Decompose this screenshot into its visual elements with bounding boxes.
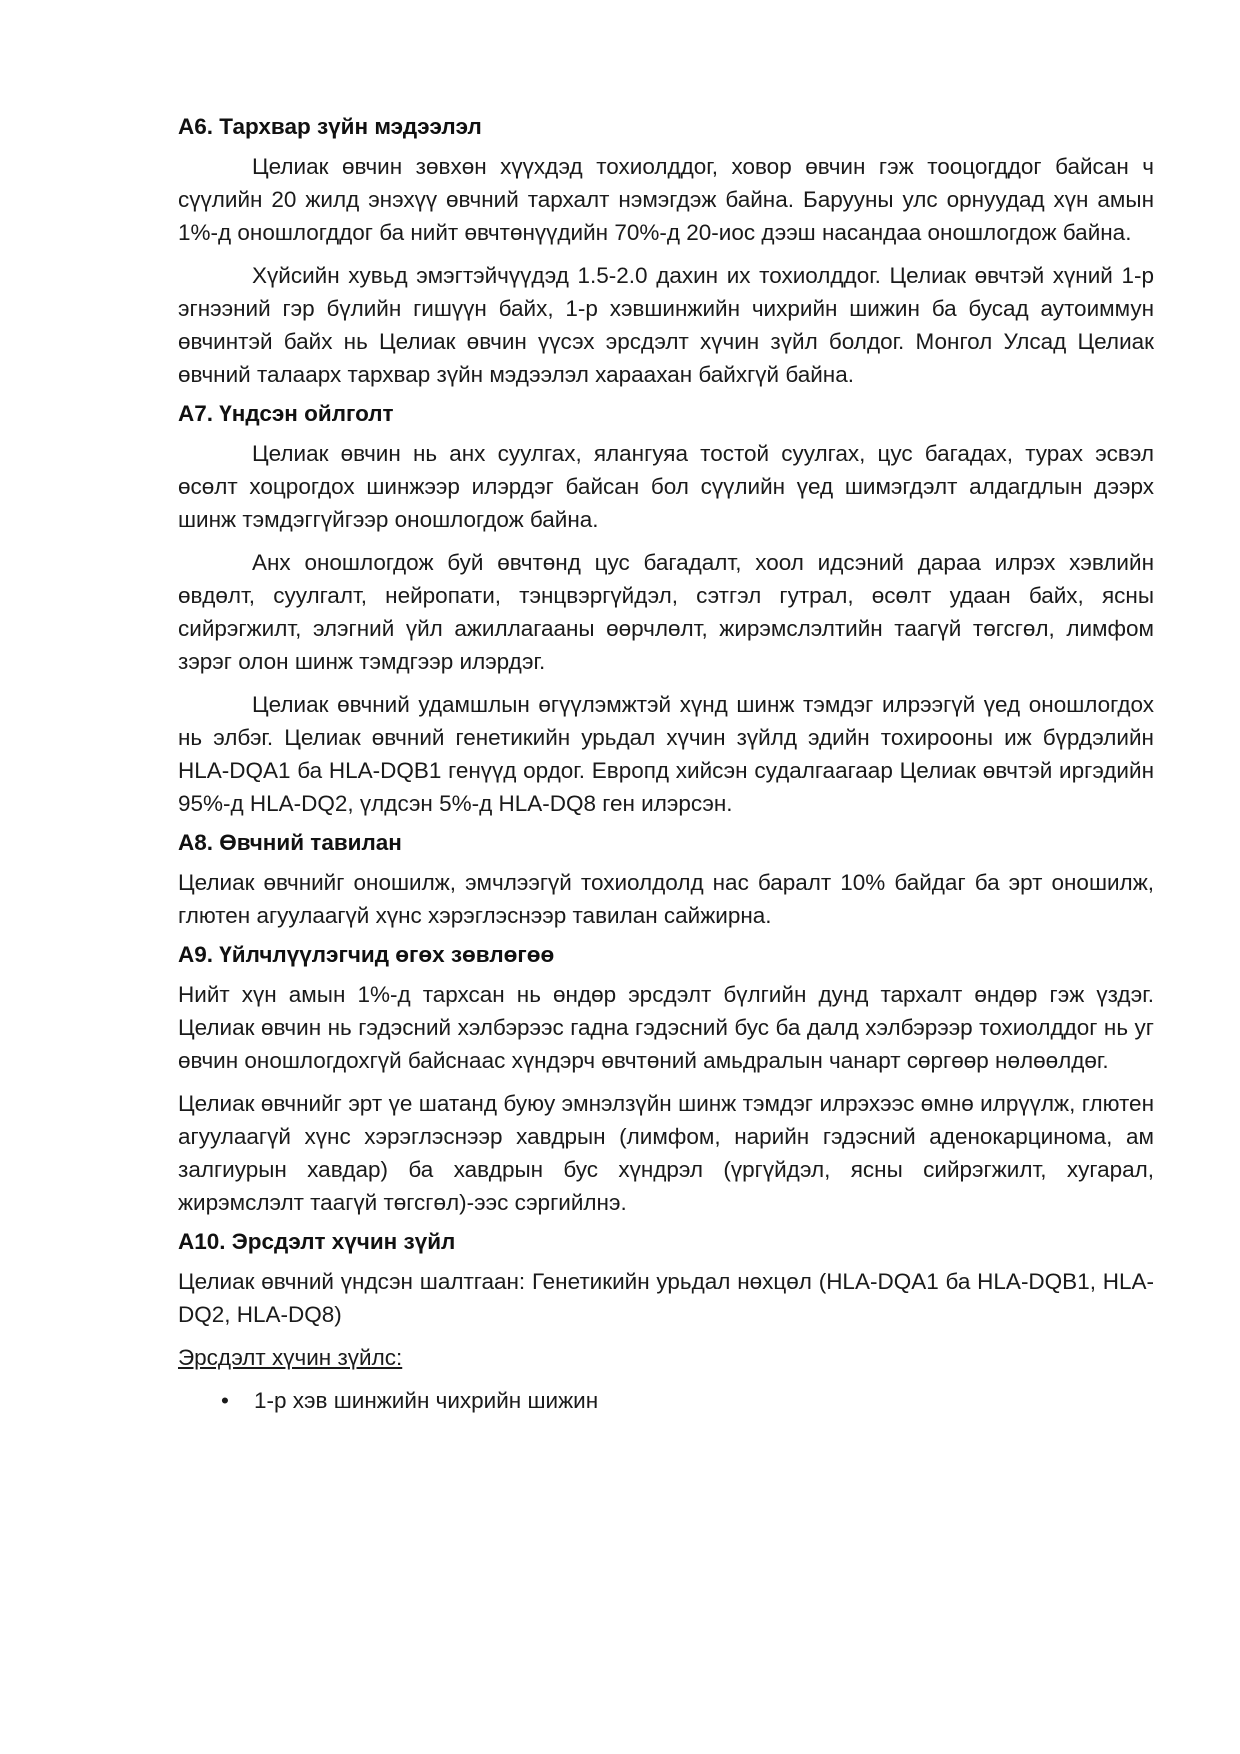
section-a10-heading: А10. Эрсдэлт хүчин зүйл [178,1229,456,1254]
section-a10-paragraph-1: Целиак өвчний үндсэн шалтгаан: Генетикийн урьдал нөхцөл (HLA-DQA1 ба HLA-DQB1, HLA-DQ2, HLA-DQ8) [178,1269,1154,1327]
section-a6-heading: А6. Тархвар зүйн мэдээлэл [178,114,482,139]
section-a8-paragraph-1: Целиак өвчнийг оношилж, эмчлээгүй тохиолдолд нас баралт 10% байдаг ба эрт оношилж, глютен агуулаагүй хүнс хэрэглэснээр тавилан сайжирна. [178,870,1154,928]
section-a6-paragraph-2: Хүйсийн хувьд эмэгтэйчүүдэд 1.5-2.0 дахин их тохиолддог. Целиак өвчтэй хүний 1-р эгнээний гэр бүлийн гишүүн байх, 1-р хэвшинжийн чихрийн шижин ба бусад аутоиммун өвчинтэй байх нь Целиак өвчин үүсэх эрсдэлт хүчин зүйл болдог. Монгол Улсад Целиак өвчний талаарх тархвар зүйн мэдээлэл хараахан байхгүй байна. [178,263,1154,387]
section-a9-paragraph-2: Целиак өвчнийг эрт үе шатанд буюу эмнэлзүйн шинж тэмдэг илрэхээс өмнө илрүүлж, глютен агуулаагүй хүнс хэрэглэснээр хавдрын (лимфом, нарийн гэдэсний аденокарцинома, ам залгиурын хавдар) ба хавдрын бус хүндрэл (үргүйдэл, ясны сийрэгжилт, хугарал, жирэмслэлт таагүй төгсгөл)-ээс сэргийлнэ. [178,1091,1154,1215]
section-a7-paragraph-2: Анх оношлогдож буй өвчтөнд цус багадалт, хоол идсэний дараа илрэх хэвлийн өвдөлт, суулгалт, нейропати, тэнцвэргүйдэл, сэтгэл гутрал, өсөлт удаан байх, ясны сийрэгжилт, элэгний үйл ажиллагааны өөрчлөлт, жирэмслэлтийн таагүй төгсгөл, лимфом зэрэг олон шинж тэмдгээр илэрдэг. [178,550,1154,674]
list-item [178,1384,1154,1417]
section-a8-heading: А8. Өвчний тавилан [178,830,402,855]
list-item-text: 1-р хэв шинжийн чихрийн шижин [254,1388,599,1413]
section-a7-paragraph-3: Целиак өвчний удамшлын өгүүлэмжтэй хүнд шинж тэмдэг илрээгүй үед оношлогдох нь элбэг. Целиак өвчний генетикийн урьдал хүчин зүйлд эдийн тохирооны иж бүрдэлийн HLA-DQA1 ба HLA-DQB1 генүүд ордог. Европд хийсэн судалгаагаар Целиак өвчтэй иргэдийн 95%-д HLA-DQ2, үлдсэн 5%-д HLA-DQ8 ген илэрсэн. [178,692,1154,816]
section-a6-paragraph-1: Целиак өвчин зөвхөн хүүхдэд тохиолддог, ховор өвчин гэж тооцогддог байсан ч сүүлийн 20 жилд энэхүү өвчний тархалт нэмэгдэж байна. Барууны улс орнуудад хүн амын 1%-д оношлогддог ба нийт өвчтөнүүдийн 70%-д 20-иос дээш насандаа оношлогдож байна. [178,154,1154,245]
document-page [178,111,1154,1417]
section-a9-paragraph-1: Нийт хүн амын 1%-д тархсан нь өндөр эрсдэлт бүлгийн дунд тархалт өндөр гэж үздэг. Целиак өвчин нь гэдэсний хэлбэрээс гадна гэдэсний бус ба далд хэлбэрээр тохиолддог нь уг өвчин оношлогдохгүй байснаас хүндэрч өвчтөний амьдралын чанарт сөргөөр нөлөөлдөг. [178,982,1154,1073]
bullet-icon: • [221,1388,229,1413]
section-a7-heading: А7. Үндсэн ойлголт [178,401,394,426]
risk-factors-list [178,1384,1154,1417]
section-a9-heading: А9. Үйлчлүүлэгчид өгөх зөвлөгөө [178,942,555,967]
risk-factors-subheading: Эрсдэлт хүчин зүйлс: [178,1345,403,1370]
section-a7-paragraph-1: Целиак өвчин нь анх суулгах, ялангуяа тостой суулгах, цус багадах, турах эсвэл өсөлт хоцрогдох шинжээр илэрдэг байсан бол сүүлийн үед шимэгдэлт алдагдлын дээрх шинж тэмдэггүйгээр оношлогдож байна. [178,441,1154,532]
